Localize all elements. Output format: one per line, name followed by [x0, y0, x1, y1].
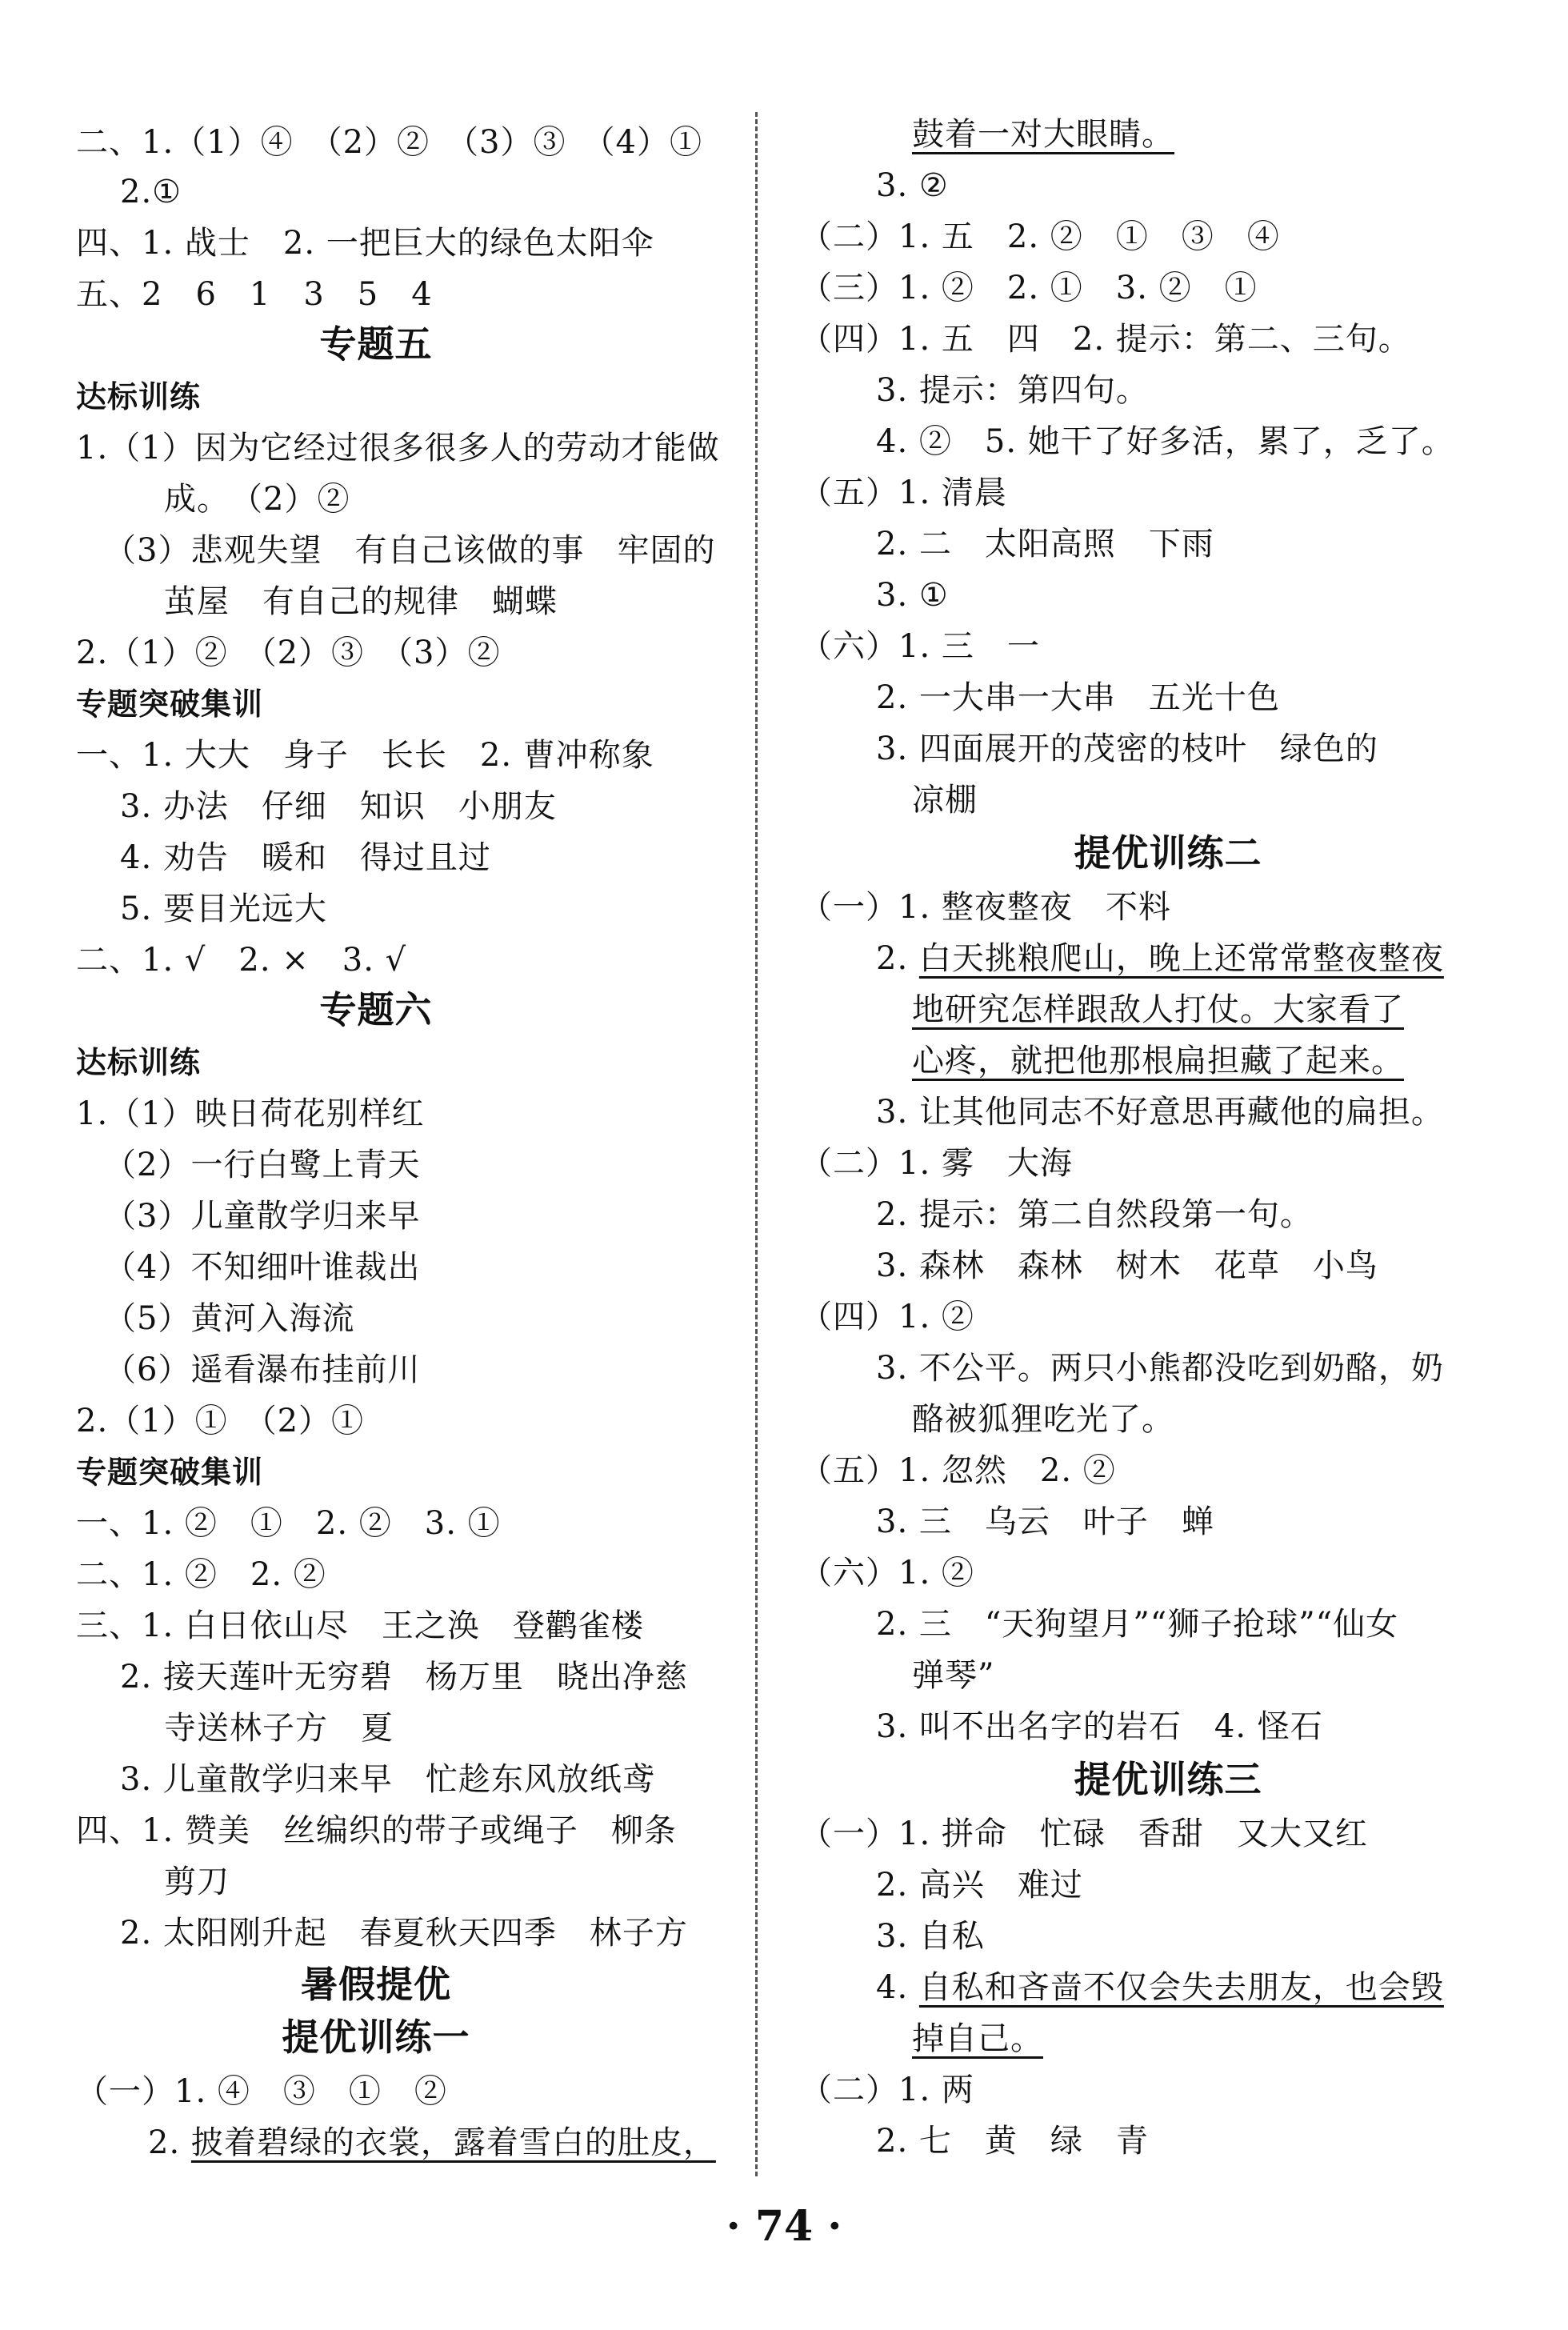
answer-line: 寺送林子方 夏: [164, 1710, 394, 1747]
answer-line: 四、1. 赞美 丝编织的带子或绳子 柳条: [76, 1812, 677, 1849]
answer-line: 5. 要目光远大: [120, 891, 327, 927]
answer-line: 酪被狐狸吃光了。: [912, 1401, 1174, 1438]
answer-line: （三）1. ② 2. ① 3. ② ①: [800, 270, 1258, 306]
answer-line: （一）1. 整夜整夜 不料: [800, 889, 1171, 926]
answer-line: （五）1. 忽然 2. ②: [800, 1452, 1116, 1489]
section-heading: 专题五: [319, 322, 433, 366]
answer-line: [876, 936, 1444, 981]
answer-line: 3. 自私: [876, 1918, 985, 1955]
answer-line: 2.（1）② （2）③ （3）②: [76, 635, 501, 671]
answer-line: 2. 高兴 难过: [876, 1867, 1083, 1904]
answer-line: （6）遥看瀑布挂前川: [104, 1351, 421, 1388]
answer-line: （四）1. ②: [800, 1299, 974, 1335]
answer-line: 凉棚: [912, 782, 978, 819]
underlined-answer: 鼓着一对大眼睛。: [912, 116, 1174, 153]
answer-number: 2.: [876, 940, 909, 977]
answer-line: （3）儿童散学归来早: [104, 1198, 421, 1235]
answer-line: 茧屋 有自己的规律 蝴蝶: [164, 583, 558, 620]
answer-line: （一）1. ④ ③ ① ②: [76, 2073, 447, 2110]
answer-line: [876, 1965, 1444, 2010]
answer-line: （二）1. 两: [800, 2072, 974, 2108]
answer-line: 3. 三 乌云 叶子 蝉: [876, 1503, 1214, 1540]
answer-line: （六）1. 三 一: [800, 628, 1040, 665]
answer-line: 2. 七 黄 绿 青: [876, 2123, 1149, 2160]
underlined-answer: 披着碧绿的衣裳，露着雪白的肚皮，: [190, 2124, 716, 2161]
subsection-heading: 达标训练: [76, 379, 202, 414]
section-heading: 暑假提优: [301, 1963, 451, 2006]
answer-line: 4. 劝告 暖和 得过且过: [120, 839, 491, 876]
answer-line: 3. 叫不出名字的岩石 4. 怪石: [876, 1708, 1323, 1745]
answer-line: 五、2 6 1 3 5 4: [76, 276, 433, 313]
answer-line: 成。 （2）②: [164, 481, 350, 518]
underlined-answer: 地研究怎样跟敌人打仗。大家看了: [912, 991, 1404, 1028]
answer-line: 2. 一大串一大串 五光十色: [876, 679, 1280, 716]
answer-line: 2. 二 太阳高照 下雨: [876, 526, 1214, 562]
answer-line: 3. 四面展开的茂密的枝叶 绿色的: [876, 731, 1378, 767]
answer-line: （二）1. 五 2. ② ① ③ ④: [800, 218, 1280, 255]
answer-line: （五）1. 清晨: [800, 474, 1007, 511]
answer-line: 二、1.（1）④ （2）② （3）③ （4）①: [76, 124, 702, 161]
answer-line: （2）一行白鹭上青天: [104, 1147, 421, 1183]
underlined-answer: 白天挑粮爬山，晚上还常常整夜整夜: [918, 940, 1444, 977]
answer-line: 2. 接天莲叶无穷碧 杨万里 晓出净慈: [120, 1659, 688, 1695]
answer-line: 3. 森林 森林 树木 花草 小鸟: [876, 1247, 1378, 1284]
answer-line: 3. ②: [876, 167, 949, 204]
subsection-heading: 达标训练: [76, 1045, 202, 1080]
section-heading: 专题六: [319, 988, 433, 1031]
answer-line: 一、1. 大大 身子 长长 2. 曹冲称象: [76, 737, 654, 774]
underlined-answer: 心疼，就把他那根扁担藏了起来。: [912, 1043, 1404, 1079]
answer-line: 二、1. ② 2. ②: [76, 1556, 326, 1593]
section-heading: 提优训练二: [1074, 831, 1262, 875]
answer-line: 2.①: [120, 174, 182, 210]
answer-line: （六）1. ②: [800, 1555, 974, 1591]
answer-number: 2.: [148, 2124, 181, 2161]
answer-line: 2. 太阳刚升起 春夏秋天四季 林子方: [120, 1915, 688, 1952]
underlined-answer: 自私和吝啬不仅会失去朋友，也会毁: [918, 1969, 1444, 2006]
answer-line: [148, 2120, 716, 2165]
subsection-heading: 专题突破集训: [76, 1455, 264, 1490]
answer-line: 3. 提示：第四句。: [876, 372, 1149, 409]
answer-line: 3. 办法 仔细 知识 小朋友: [120, 788, 557, 825]
answer-line: （4）不知细叶谁裁出: [104, 1249, 421, 1286]
subsection-heading: 专题突破集训: [76, 687, 264, 722]
answer-line: （一）1. 拼命 忙碌 香甜 又大又红: [800, 1816, 1368, 1852]
answer-line: （5）黄河入海流: [104, 1300, 355, 1337]
answer-line: 3. 儿童散学归来早 忙趁东风放纸鸢: [120, 1761, 655, 1798]
section-heading: 提优训练一: [282, 2016, 470, 2059]
answer-line: 一、1. ② ① 2. ② 3. ①: [76, 1505, 501, 1542]
answer-line: 三、1. 白日依山尽 王之涣 登鹳雀楼: [76, 1607, 644, 1644]
answer-line: （二）1. 雾 大海: [800, 1145, 1073, 1182]
answer-line: 2.（1）① （2）①: [76, 1403, 365, 1439]
answer-line: 剪刀: [164, 1864, 230, 1900]
answer-line: 1.（1）因为它经过很多很多人的劳动才能做: [76, 430, 720, 466]
column-divider: [755, 112, 758, 2176]
answer-line: 2. 三 “天狗望月”“狮子抢球”“仙女: [876, 1606, 1399, 1643]
answer-line: 四、1. 战士 2. 一把巨大的绿色太阳伞: [76, 225, 654, 262]
answer-line: （四）1. 五 四 2. 提示：第二、三句。: [800, 321, 1411, 358]
answer-line: （3）悲观失望 有自己该做的事 牢固的: [104, 532, 716, 569]
page-number: · 74 ·: [726, 2202, 842, 2251]
answer-line: 1.（1）映日荷花别样红: [76, 1095, 425, 1132]
answer-line: 3. 让其他同志不好意思再藏他的扁担。: [876, 1094, 1444, 1131]
answer-number: 4.: [876, 1969, 909, 2006]
answer-line: 3. ①: [876, 577, 949, 614]
section-heading: 提优训练三: [1074, 1758, 1262, 1801]
answer-line: 二、1. √ 2. × 3. √: [76, 942, 407, 979]
underlined-answer: 掉自己。: [912, 2020, 1043, 2057]
answer-line: 弹琴”: [912, 1657, 995, 1694]
answer-line: 4. ② 5. 她干了好多活，累了，乏了。: [876, 423, 1454, 460]
answer-line: 3. 不公平。两只小熊都没吃到奶酪，奶: [876, 1350, 1444, 1387]
answer-line: 2. 提示：第二自然段第一句。: [876, 1196, 1313, 1233]
